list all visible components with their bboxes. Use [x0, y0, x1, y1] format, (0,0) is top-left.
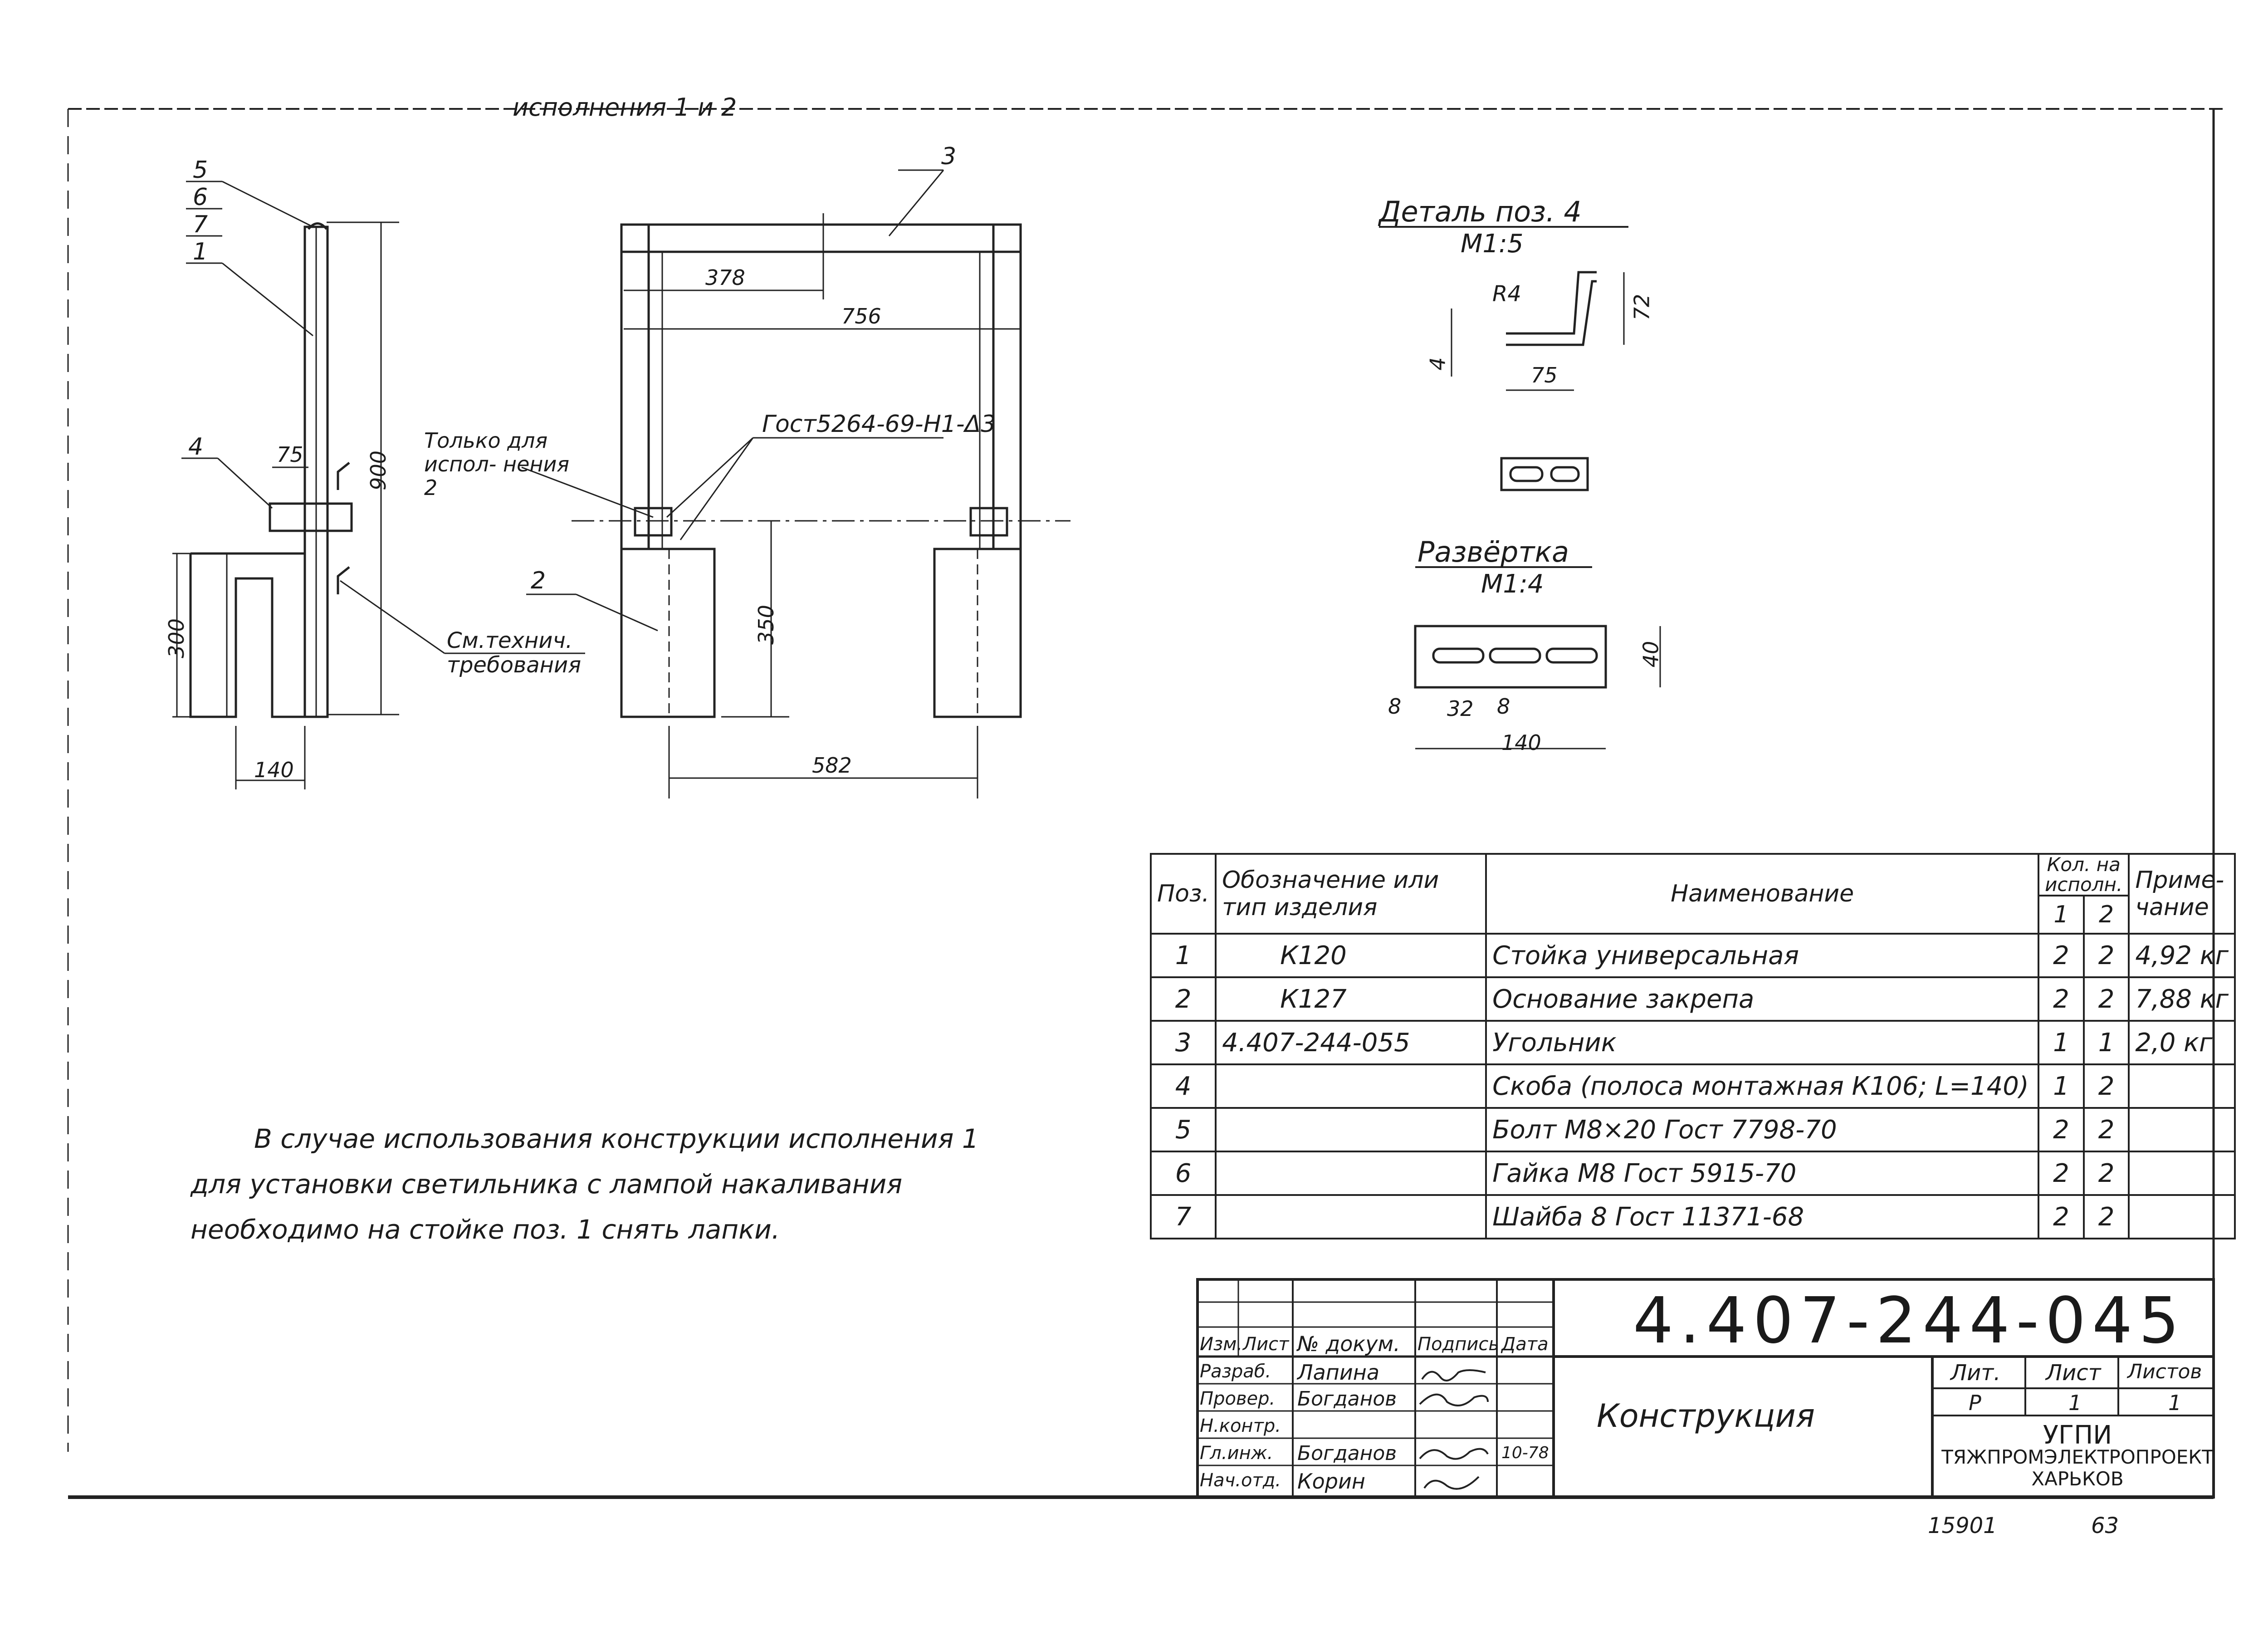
col-designation: Обозначение или тип изделия — [1216, 854, 1486, 934]
tb-role-2: Провер. — [1200, 1388, 1276, 1409]
spec-header-row — [1151, 854, 2235, 896]
document-code: 4.407-244-045 — [1633, 1284, 2186, 1358]
header-fragment: исполнения 1 и 2 — [513, 93, 737, 122]
detail-dim-4: 4 — [1425, 357, 1450, 371]
pos-label-1: 1 — [193, 238, 208, 265]
col-qty: Кол. на исполн. — [2038, 854, 2129, 896]
cell-qty-2: 2 — [2084, 1151, 2129, 1195]
org-line-2: ТЯЖПРОМЭЛЕКТРОПРОЕКТ — [1941, 1446, 2214, 1468]
tb-name-2: Богданов — [1297, 1387, 1397, 1411]
tb-list-head: Лист — [2046, 1360, 2101, 1386]
tb-lit: Р — [1969, 1391, 1981, 1415]
dim-378: 378 — [705, 265, 745, 290]
tb-head-sign: Подпись — [1418, 1334, 1499, 1355]
cell-designation — [1216, 1108, 1486, 1151]
tb-head-list: Лист — [1243, 1334, 1289, 1355]
cell-designation: 4.407-244-055 — [1216, 1021, 1486, 1064]
cell-pos: 2 — [1151, 977, 1216, 1021]
cell-qty-2: 2 — [2084, 977, 2129, 1021]
cell-designation: К120 — [1216, 934, 1486, 977]
callout-tech-req: См.технич. требования — [447, 628, 582, 678]
razv-dim-40: 40 — [1638, 641, 1663, 668]
note-line-3: необходимо на стойке поз. 1 снять лапки. — [191, 1214, 780, 1245]
page-number: 63 — [2091, 1513, 2119, 1538]
cell-designation — [1216, 1195, 1486, 1239]
razv-title: Развёртка — [1418, 535, 1569, 568]
cell-designation — [1216, 1064, 1486, 1108]
table-row — [1151, 934, 2235, 977]
cell-qty-1: 2 — [2038, 934, 2084, 977]
note-line-1: В случае использования конструкции исполнения 1 — [254, 1123, 979, 1154]
pos-label-6: 6 — [193, 184, 208, 211]
cell-qty-1: 2 — [2038, 1195, 2084, 1239]
cell-qty-1: 1 — [2038, 1021, 2084, 1064]
cell-pos: 3 — [1151, 1021, 1216, 1064]
tb-lit-head: Лит. — [1950, 1360, 2001, 1386]
razv-dim-8a: 8 — [1388, 694, 1402, 719]
cell-qty-1: 2 — [2038, 1151, 2084, 1195]
organization — [1941, 1420, 2214, 1490]
cell-note — [2129, 1195, 2235, 1239]
cell-qty-2: 2 — [2084, 1195, 2129, 1239]
tb-listov-head: Листов — [2127, 1360, 2202, 1383]
table-row — [1151, 977, 2235, 1021]
cell-name: Шайба 8 Гост 11371-68 — [1486, 1195, 2038, 1239]
col-name: Наименование — [1486, 854, 2038, 934]
detail-scale: М1:5 — [1461, 229, 1524, 259]
callout-weld-gost: Гост5264-69-Н1-Δ3 — [762, 411, 996, 438]
cell-pos: 5 — [1151, 1108, 1216, 1151]
col-note: Приме- чание — [2129, 854, 2235, 934]
table-row — [1151, 1064, 2235, 1108]
tb-head-izm: Изм. — [1200, 1334, 1243, 1355]
razv-dim-8b: 8 — [1497, 694, 1510, 719]
cell-note: 2,0 кг — [2129, 1021, 2235, 1064]
cell-name: Угольник — [1486, 1021, 2038, 1064]
dim-300: 300 — [164, 618, 189, 658]
cell-qty-1: 2 — [2038, 977, 2084, 1021]
tb-list: 1 — [2068, 1391, 2082, 1415]
cell-designation — [1216, 1151, 1486, 1195]
cell-pos: 7 — [1151, 1195, 1216, 1239]
specification-table — [1150, 853, 2236, 1239]
cell-note: 4,92 кг — [2129, 934, 2235, 977]
cell-name: Стойка универсальная — [1486, 934, 2038, 977]
cell-note — [2129, 1151, 2235, 1195]
cell-pos: 4 — [1151, 1064, 1216, 1108]
razv-dim-140: 140 — [1501, 730, 1541, 755]
dim-900: 900 — [366, 451, 391, 490]
document-title: Конструкция — [1597, 1397, 1815, 1435]
cell-name: Болт М8×20 Гост 7798-70 — [1486, 1108, 2038, 1151]
tb-head-doc: № докум. — [1297, 1332, 1400, 1356]
cell-qty-1: 2 — [2038, 1108, 2084, 1151]
pos-label-3: 3 — [941, 143, 957, 170]
tb-name-4: Богданов — [1297, 1442, 1397, 1465]
detail-title: Деталь поз. 4 — [1379, 195, 1582, 228]
cell-name: Скоба (полоса монтажная К106; L=140) — [1486, 1064, 2038, 1108]
table-row — [1151, 1151, 2235, 1195]
table-row — [1151, 1195, 2235, 1239]
pos-label-5: 5 — [193, 157, 208, 184]
table-row — [1151, 1021, 2235, 1064]
tb-date-4: 10-78 — [1501, 1444, 1549, 1462]
cell-qty-2: 1 — [2084, 1021, 2129, 1064]
tb-name-1: Лапина — [1297, 1360, 1380, 1385]
tb-name-5: Корин — [1297, 1469, 1365, 1494]
cell-qty-2: 2 — [2084, 1108, 2129, 1151]
tb-role-4: Гл.инж. — [1200, 1443, 1273, 1464]
cell-qty-2: 2 — [2084, 934, 2129, 977]
dim-756: 756 — [841, 304, 881, 328]
dim-140-left: 140 — [254, 758, 294, 782]
cell-note — [2129, 1064, 2235, 1108]
cell-note: 7,88 кг — [2129, 977, 2235, 1021]
pos-label-4: 4 — [188, 433, 204, 460]
usage-note — [191, 1116, 1052, 1252]
tb-listov: 1 — [2168, 1391, 2182, 1415]
pos-label-2: 2 — [531, 567, 546, 594]
callout-only-version-2: Только для испол- нения 2 — [424, 428, 570, 500]
org-line-3: ХАРЬКОВ — [2031, 1468, 2124, 1490]
cell-name: Гайка М8 Гост 5915-70 — [1486, 1151, 2038, 1195]
cell-name: Основание закрепа — [1486, 977, 2038, 1021]
razv-scale: М1:4 — [1481, 569, 1544, 599]
col-pos: Поз. — [1151, 854, 1216, 934]
cell-note — [2129, 1108, 2235, 1151]
dim-75-left: 75 — [277, 442, 303, 467]
cell-qty-2: 2 — [2084, 1064, 2129, 1108]
detail-dim-72: 72 — [1629, 294, 1654, 321]
tb-role-5: Нач.отд. — [1200, 1470, 1281, 1491]
table-row — [1151, 1108, 2235, 1151]
detail-dim-75: 75 — [1531, 363, 1558, 387]
note-line-2: для установки светильника с лампой накаливания — [191, 1169, 903, 1200]
inventory-number: 15901 — [1928, 1513, 1997, 1538]
col-qty-1: 1 — [2038, 896, 2084, 934]
razv-dim-32: 32 — [1447, 696, 1474, 721]
cell-qty-1: 1 — [2038, 1064, 2084, 1108]
cell-pos: 1 — [1151, 934, 1216, 977]
pos-label-7: 7 — [193, 211, 208, 238]
tb-head-date: Дата — [1501, 1334, 1549, 1355]
tb-role-1: Разраб. — [1200, 1361, 1271, 1382]
dim-350: 350 — [753, 605, 778, 645]
org-line-1: УГПИ — [2043, 1420, 2112, 1450]
cell-designation: К127 — [1216, 977, 1486, 1021]
tb-role-3: Н.контр. — [1200, 1416, 1281, 1436]
detail-radius: R4 — [1492, 281, 1521, 307]
col-qty-2: 2 — [2084, 896, 2129, 934]
dim-582: 582 — [812, 753, 852, 778]
cell-pos: 6 — [1151, 1151, 1216, 1195]
